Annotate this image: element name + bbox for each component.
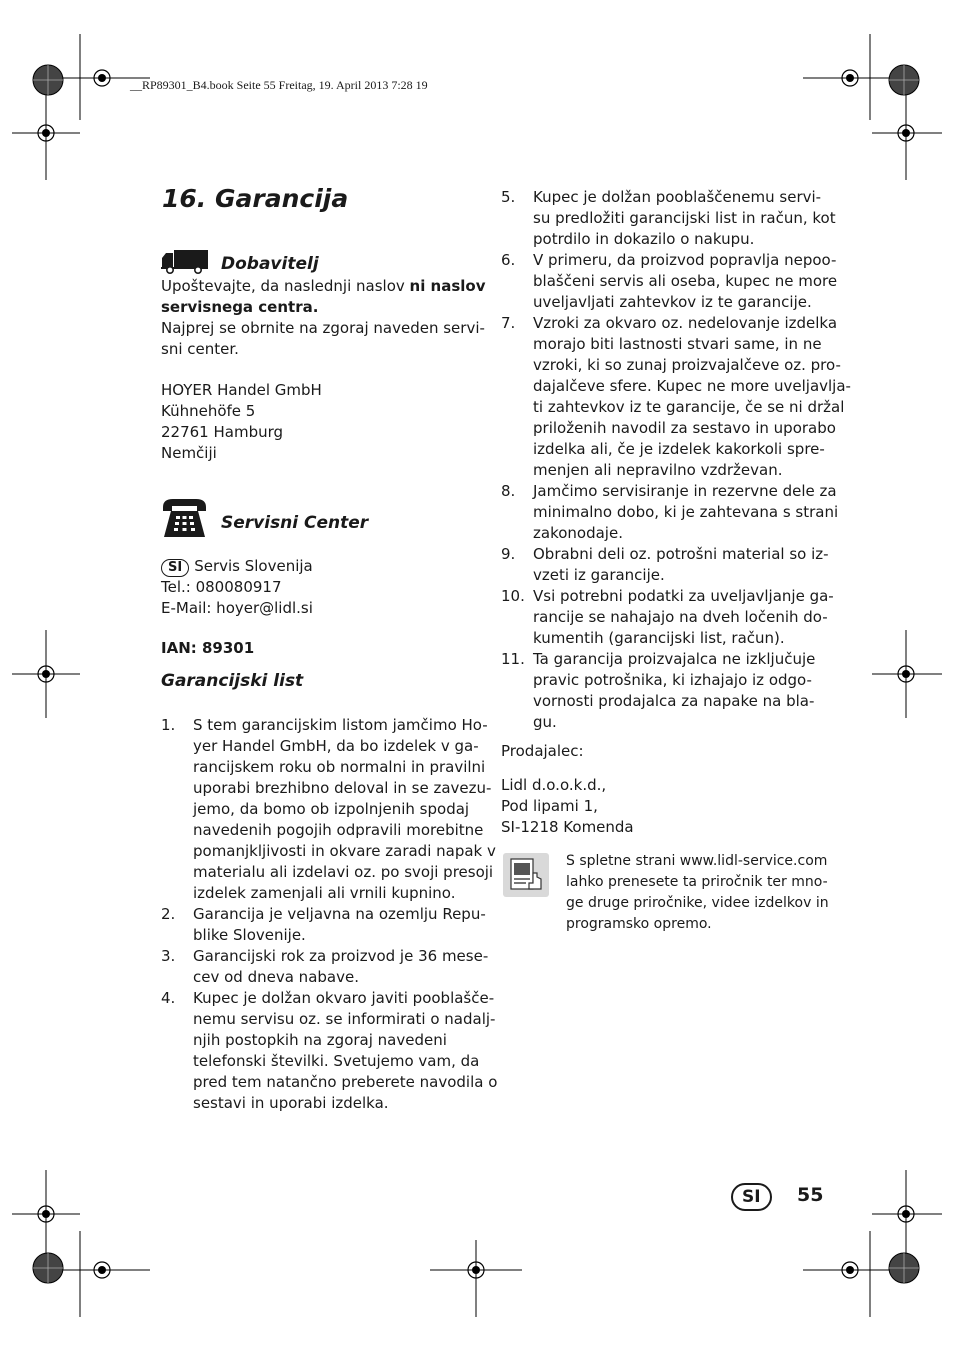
list-item-number: 6.	[501, 251, 516, 269]
list-item-number: 7.	[501, 314, 516, 332]
list-item-line: Vzroki za okvaro oz. nedelovanje izdelka	[533, 314, 838, 332]
list-item-line: zakonodaje.	[533, 524, 623, 542]
list-item-line: uporabi brezhibno deloval in se zavezu-	[193, 779, 492, 797]
list-item-line: cev od dneva nabave.	[193, 968, 359, 986]
supplier-notice: Upoštevajte, da naslednji naslov ni naslov servisnega centra. Najprej se obrnite na zgoraj naveden servi- sni center.	[161, 277, 486, 358]
list-item-line: telefonski številki. Svetujemo vam, da	[193, 1052, 480, 1070]
list-item-line: materialu ali izdelavi oz. po svoji presoji	[193, 863, 494, 881]
list-item	[501, 313, 851, 481]
list-item-number: 2.	[161, 905, 176, 923]
download-note: S spletne strani www.lidl-service.com lahko prenesete ta priročnik ter mno- ge druge priročnike, videe izdelkov in programsko opremo.	[566, 853, 829, 932]
list-item-number: 3.	[161, 947, 176, 965]
list-item-line: blike Slovenije.	[193, 926, 306, 944]
list-item	[501, 481, 839, 544]
warranty-card-heading: Garancijski list	[161, 671, 304, 691]
download-manual-icon	[503, 853, 549, 897]
list-item-line: potrdilo in dokazilo o nakupu.	[533, 230, 755, 248]
list-item-line: Obrabni deli oz. potrošni material so iz-	[533, 545, 829, 563]
list-item-line: njih postopkih na zgoraj navedeni	[193, 1031, 447, 1049]
list-item-line: Garancija je veljavna na ozemlju Repu-	[193, 905, 486, 923]
list-item	[501, 250, 838, 313]
list-item-number: 4.	[161, 989, 176, 1007]
warranty-terms-list-left	[161, 715, 498, 1114]
warranty-terms-list-right	[501, 187, 851, 733]
list-item	[501, 187, 836, 250]
list-item-number: 11.	[501, 650, 525, 668]
list-item	[501, 544, 831, 586]
list-item-line: kumentih (garancijski list, račun).	[533, 629, 785, 647]
list-item-line: jemo, da bomo ob izpolnjenih spodaj	[193, 800, 470, 818]
ian-number: IAN: 89301	[161, 639, 255, 657]
list-item-number: 10.	[501, 587, 525, 605]
page-title: 16. Garancija	[162, 184, 349, 213]
list-item-number: 5.	[501, 188, 516, 206]
list-item-line: uveljavljati zahtevkov iz te garancije.	[533, 293, 812, 311]
supplier-heading: Dobavitelj	[221, 254, 319, 274]
service-contact: SI Servis Slovenija Tel.: 080080917 E-Mail: hoyer@lidl.si	[161, 557, 313, 617]
list-item	[161, 988, 498, 1114]
list-item-line: ti zahtevkov iz te garancije, če se ni držal	[533, 398, 845, 416]
list-item-number: 9.	[501, 545, 516, 563]
list-item-line: Kupec je dolžan pooblaščenemu servi-	[533, 188, 822, 206]
list-item-line: sestavi in uporabi izdelka.	[193, 1094, 389, 1112]
list-item-line: Jamčimo servisiranje in rezervne dele za	[533, 482, 837, 500]
page-number: 55	[797, 1184, 824, 1206]
list-item-line: V primeru, da proizvod popravlja nepoo-	[533, 251, 837, 269]
list-item-line: yer Handel GmbH, da bo izdelek v ga-	[193, 737, 479, 755]
telephone-icon	[161, 497, 208, 539]
list-item-line: Kupec je dolžan okvaro javiti pooblašče-	[193, 989, 495, 1007]
list-item-line: Vsi potrebni podatki za uveljavljanje ga-	[533, 587, 834, 605]
list-item	[161, 946, 489, 988]
list-item-line: izdelek zamenjali ali vrnili kupnino.	[193, 884, 456, 902]
list-item-line: gu.	[533, 713, 557, 731]
list-item-line: S tem garancijskim listom jamčimo Ho-	[193, 716, 488, 734]
list-item-line: su predložiti garancijski list in račun, kot	[533, 209, 836, 227]
list-item-line: rancijskem roku ob normalni in pravilni	[193, 758, 486, 776]
list-item	[501, 649, 831, 733]
seller-address: Lidl d.o.o.k.d., Pod lipami 1, SI-1218 Komenda	[501, 776, 634, 836]
list-item-line: pravic potrošnika, ki izhajajo iz odgo-	[533, 671, 812, 689]
list-item-line: dajalčeve sfere. Kupec ne more uveljavlja-	[533, 377, 851, 395]
list-item-line: nemu servisu oz. se informirati o nadalj-	[193, 1010, 496, 1028]
country-badge-si: SI	[161, 559, 189, 577]
list-item-line: izdelka ali, če je izdelek kakorkoli spre-	[533, 440, 825, 458]
list-item-line: navedenih pogojih odpravili morebitne	[193, 821, 484, 839]
list-item	[501, 586, 834, 649]
list-item	[161, 904, 486, 946]
list-item	[161, 715, 496, 904]
list-item-line: Ta garancija proizvajalca ne izključuje	[533, 650, 816, 668]
book-file-info: __RP89301_B4.book Seite 55 Freitag, 19. April 2013 7:28 19	[130, 78, 428, 92]
list-item-line: pomanjkljivosti in okvare zaradi napak v	[193, 842, 496, 860]
list-item-number: 1.	[161, 716, 176, 734]
list-item-line: rancije se nahajajo na dveh ločenih do-	[533, 608, 828, 626]
list-item-line: menjen ali nepravilno vzdrževan.	[533, 461, 783, 479]
list-item-line: blaščeni servis ali oseba, kupec ne more	[533, 272, 838, 290]
list-item-line: vzroki, ki so zunaj proizvajalčeve oz. pro-	[533, 356, 841, 374]
seller-label: Prodajalec:	[501, 742, 584, 760]
list-item-line: minimalno dobo, ki je zahtevana s strani	[533, 503, 839, 521]
supplier-address: HOYER Handel GmbH Kühnehöfe 5 22761 Hamburg Nemčiji	[161, 381, 322, 462]
list-item-line: vzeti iz garancije.	[533, 566, 665, 584]
footer-country-badge: SI	[731, 1183, 772, 1211]
list-item-number: 8.	[501, 482, 516, 500]
list-item-line: priloženih navodil za sestavo in uporabo	[533, 419, 836, 437]
list-item-line: pred tem natančno preberete navodila o	[193, 1073, 498, 1091]
list-item-line: morajo biti lastnosti stvari same, in ne	[533, 335, 822, 353]
list-item-line: Garancijski rok za proizvod je 36 mese-	[193, 947, 489, 965]
list-item-line: vornosti prodajalca za napake na bla-	[533, 692, 815, 710]
service-center-heading: Servisni Center	[221, 513, 369, 533]
delivery-truck-icon	[161, 250, 208, 274]
